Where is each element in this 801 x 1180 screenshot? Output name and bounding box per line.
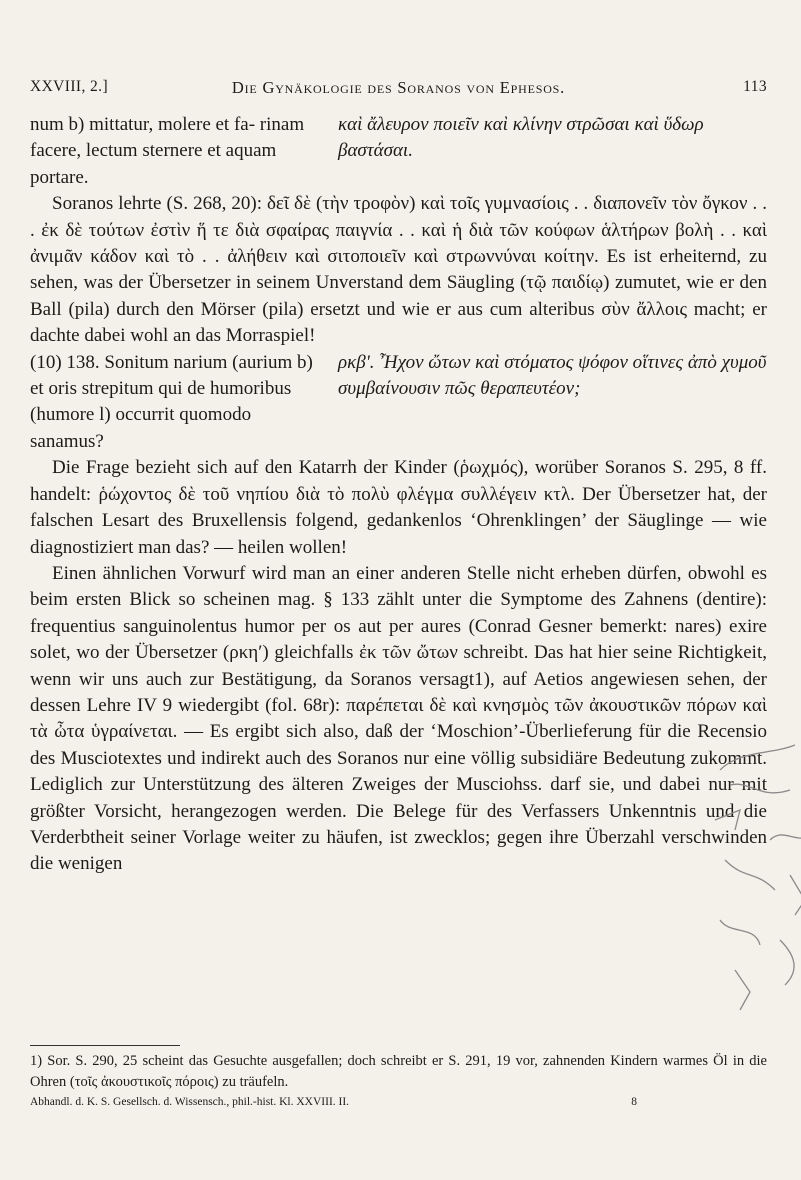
- paragraph-vorwurf: Einen ähnlichen Vorwurf wird man an einer anderen Stelle nicht erheben dürfen, obwohl es beim ersten Blick so scheinen mag. § 133 zählt unter die Symptome des Zahnens (dentire): frequentius sanguinolentus humor per os aut per aures (Conrad Gesner bemerkt: nares) exire solet, wo der Übersetzer (ρκηʹ) gleichfalls ἐκ τῶν ὤτων schreibt. Das hat hier seine Richtigkeit, wenn wir uns auch zur Bestätigung, da Soranos versagt1), auf Aetios angewiesen sehen, der dessen Lehre IV 9 wiedergibt (fol. 68r): παρέπεται δὲ καὶ κνησμὸς τῶν ἀκουστικῶν πόρων καὶ τὰ ὦτα ὑγραίνεται. — Es ergibt sich also, daß der ‘Moschion’-Überlieferung für die Recensio des Musciotextes und indirekt auch des Soranos nur eine völlig subsidiäre Bedeutung zukommt. Lediglich zur Unterstützung des älteren Zweiges der Musciohss. darf sie, und dabei nur mit größter Vorsicht, herangezogen werden. Die Belege für des Verfassers Unkenntnis und die Verderbtheit seiner Vorlage weiter zu häufen, ist zwecklos; gegen ihre Überzahl verschwinden die wenigen: [30, 562, 767, 875]
- section-10-parallel: [30, 350, 767, 456]
- paragraph-block-2: [30, 455, 767, 878]
- footer-publication: Abhandl. d. K. S. Gesellsch. d. Wissensch., phil.-hist. Kl. XXVIII. II.: [30, 1096, 350, 1108]
- paragraph-block-1: [30, 191, 767, 349]
- running-header: [30, 78, 767, 102]
- section-10-latin: (10) 138. Sonitum narium (aurium b) et oris strepitum qui de humoribus (humore l) occurrit quomodo sanamus?: [30, 351, 313, 452]
- page-footer: [30, 1096, 767, 1108]
- book-page: [30, 0, 767, 1180]
- footer-signature: 8: [631, 1096, 637, 1108]
- intro-parallel: [30, 112, 767, 191]
- header-chapter-ref: XXVIII, 2.]: [30, 78, 109, 95]
- footnote: 1) Sor. S. 290, 25 scheint das Gesuchte ausgefallen; doch schreibt er S. 291, 19 vor, zahnenden Kindern warmes Öl in die Ohren (τοῖς ἀκουστικοῖς πόροις) zu träufeln.: [30, 1053, 767, 1090]
- page-number: 113: [743, 78, 767, 95]
- header-title: Die Gynäkologie des Soranos von Ephesos.: [231, 78, 566, 97]
- body-text: [30, 112, 767, 878]
- margin-stamp-mark: [700, 730, 801, 1020]
- footnote-rule: [30, 1045, 180, 1046]
- intro-latin: num b) mittatur, molere et fa- rinam facere, lectum sternere et aquam portare.: [30, 114, 305, 188]
- paragraph-katarrh: Die Frage bezieht sich auf den Katarrh der Kinder (ῥωχμός), worüber Soranos S. 295, 8 ff. handelt: ῥώχοντος δὲ τοῦ νηπίου διὰ τὸ πολὺ φλέγμα συλλέγειν κτλ. Der Übersetzer hat, der falschen Lesart des Bruxellensis folgend, gedankenlos ‘Ohrenklingen’ der Säuglinge — wie diagnostiziert man das? — heilen wollen!: [30, 457, 767, 558]
- section-10-greek: ρκβʹ. Ἦχον ὤτων καὶ στόματος ψόφον οἵτινες ἀπὸ χυμοῦ συμβαίνουσιν πῶς θεραπευτέον;: [338, 351, 767, 400]
- intro-greek: καὶ ἄλευρον ποιεῖν καὶ κλίνην στρῶσαι καὶ ὕδωρ βαστάσαι.: [338, 114, 704, 162]
- paragraph-soranos: Soranos lehrte (S. 268, 20): δεῖ δὲ (τὴν τροφὸν) καὶ τοῖς γυμνασίοις . . διαπονεῖν τὸν ὄγκον . . . ἐκ δὲ τούτων ἐστὶν ἥ τε διὰ σφαίρας παιγνία . . καὶ ἡ διὰ τῶν κούφων ἁλτήρων βολὴ . . καὶ ἀνιμᾶν κάδον καὶ τὸ . . ἀλήθειν καὶ σιτοποιεῖν καὶ στρωννύναι κοίτην. Es ist erheiternd, zu sehen, was der Übersetzer in seinem Unverstand dem Säugling (τῷ παιδίῳ) zumutet, wie er den Ball (pila) durch den Mörser (pila) ersetzt und wie er aus cum alteribus σὺν ἄλλοις macht; er dachte dabei wohl an das Morraspiel!: [30, 193, 767, 347]
